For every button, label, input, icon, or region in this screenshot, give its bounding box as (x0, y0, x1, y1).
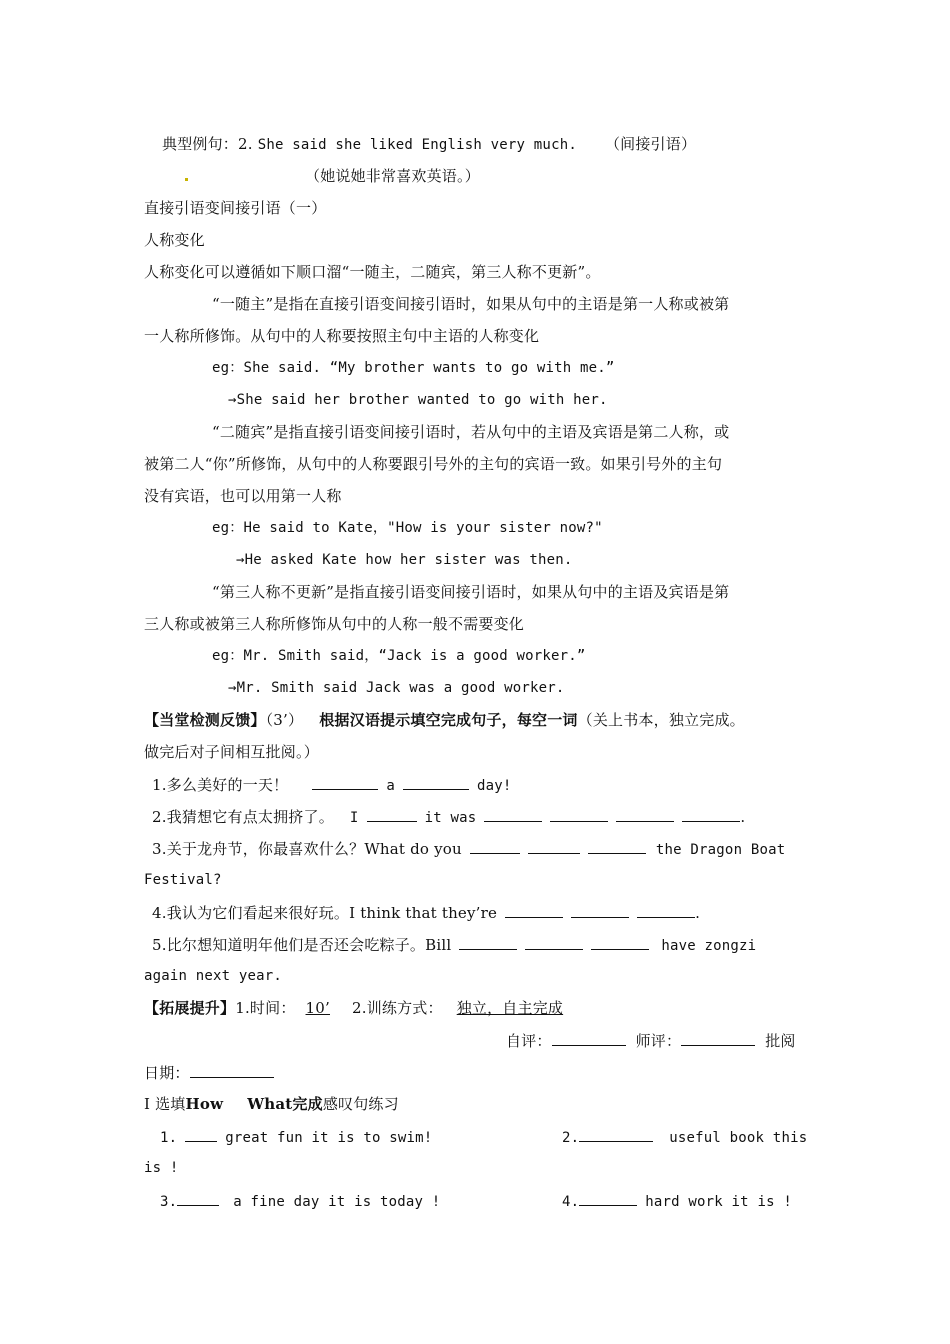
q2-word-i: I (349, 810, 359, 826)
q4-blank-3[interactable] (637, 902, 695, 918)
rule3-result: →Mr. Smith said Jack was a good worker. (228, 680, 565, 696)
q3-word-dragon: the Dragon Boat (655, 842, 786, 858)
exercise-title-b: 感叹句练习 (322, 1095, 399, 1113)
q3-continued: Festival? (144, 872, 222, 888)
check-question-4: 4.我认为它们看起来很好玩。I think that they’re . (152, 904, 701, 922)
e1-number: 1. (160, 1130, 178, 1146)
extend-time-value: 10’ (305, 999, 330, 1017)
example-sentence: She said she liked English very much. (257, 137, 577, 153)
q4-blank-1[interactable] (505, 902, 563, 918)
exercise-what: What (247, 1095, 293, 1113)
section-rule: 人称变化可以遵循如下顺口溜“一随主，二随宾，第三人称不更新”。 (144, 263, 601, 281)
extend-mode-value: 独立，自主完成 (456, 999, 564, 1017)
check-instruction: 根据汉语提示填空完成句子，每空一词 (319, 711, 578, 729)
exercise-item-2 (562, 1126, 807, 1148)
rule1-line1: “一随主”是指在直接引语变间接引语时，如果从句中的主语是第一人称或被第 (212, 295, 730, 313)
exercise-title-a: I 选填 (144, 1095, 186, 1113)
rule2-line2: 被第二人“你”所修饰，从句中的人称要跟引号外的主句的宾语一致。如果引号外的主句 (144, 455, 723, 473)
e2-number: 2. (562, 1130, 580, 1146)
e2-continued: is ! (144, 1160, 179, 1176)
extend-mode-label: 2.训练方式： (351, 999, 443, 1017)
exercise-how: How (185, 1095, 224, 1113)
teacher-eval-label: 师评： (635, 1032, 682, 1050)
q4-text: 4.我认为它们看起来很好玩。I think that they’re (152, 904, 498, 922)
rule1-line2: 一人称所修饰。从句中的人称要按照主句中主语的人称变化 (144, 327, 540, 345)
q5-blank-2[interactable] (525, 934, 583, 950)
q1-text: 1.多么美好的一天！ (152, 776, 289, 794)
q2-blank-5[interactable] (682, 806, 740, 822)
e3-blank[interactable] (177, 1190, 219, 1206)
q1-word-day: day! (476, 778, 512, 794)
q5-blank-3[interactable] (591, 934, 649, 950)
section-heading: 直接引语变间接引语（一） (144, 199, 327, 217)
rule2-example: eg：He said to Kate，"How is your sister now?" (212, 520, 603, 536)
rule3-line1: “第三人称不更新”是指直接引语变间接引语时，如果从句中的主语及宾语是第 (212, 583, 730, 601)
q5-continued: again next year. (144, 968, 283, 984)
date-label: 日期： (144, 1064, 190, 1082)
example-type: （间接引语） (604, 135, 697, 153)
e4-number: 4. (562, 1194, 580, 1210)
q2-blank-2[interactable] (484, 806, 542, 822)
check-question-5 (152, 934, 756, 956)
extend-header (144, 998, 577, 1018)
self-eval-blank[interactable] (552, 1030, 626, 1046)
q3-text: 3.关于龙舟节，你最喜欢什么？What do you (152, 840, 462, 858)
q1-blank-2[interactable] (403, 774, 469, 790)
exercise-item-3 (160, 1190, 440, 1212)
q5-word-zongzi: have zongzi (661, 938, 757, 954)
rule1-result: →She said her brother wanted to go with her. (228, 392, 608, 408)
check-time: （3’） (265, 711, 304, 729)
q4-blank-2[interactable] (571, 902, 629, 918)
check-title: 【当堂检测反馈】 (144, 711, 266, 729)
review-label: 批阅 (765, 1032, 796, 1050)
e4-text: hard work it is ! (645, 1194, 792, 1210)
rule1-example: eg：She said. “My brother wants to go with me.” (212, 360, 615, 376)
q1-word-a: a (386, 778, 395, 794)
e3-text: a fine day it is today ! (233, 1194, 441, 1210)
q3-blank-1[interactable] (470, 838, 520, 854)
q5-blank-1[interactable] (459, 934, 517, 950)
self-eval-label: 自评： (506, 1032, 552, 1050)
e3-number: 3. (160, 1194, 178, 1210)
e1-text: great fun it is to swim! (225, 1130, 433, 1146)
rule2-result: →He asked Kate how her sister was then. (236, 552, 573, 568)
example-line (162, 134, 696, 155)
check-question-2: 2.我猜想它有点太拥挤了。 I it was . (152, 808, 746, 826)
evaluation-line (506, 1030, 796, 1051)
section-subheading: 人称变化 (144, 231, 205, 249)
q2-blank-1[interactable] (367, 806, 417, 822)
q2-text: 2.我猜想它有点太拥挤了。 (152, 808, 334, 826)
e1-blank[interactable] (185, 1126, 217, 1142)
date-blank[interactable] (190, 1062, 274, 1078)
rule3-example: eg：Mr. Smith said，“Jack is a good worker.” (212, 648, 586, 664)
q2-blank-3[interactable] (550, 806, 608, 822)
e2-blank[interactable] (579, 1126, 653, 1142)
check-note: （关上书本，独立完成。 (577, 711, 745, 729)
example-label: 典型例句：2. (162, 135, 258, 153)
exercise-done: 完成 (292, 1095, 323, 1113)
rule2-line3: 没有宾语，也可以用第一人称 (144, 487, 342, 505)
check-header (144, 710, 745, 730)
decorative-dot (185, 178, 188, 181)
extend-time-label: 1.时间： (235, 999, 296, 1017)
q2-word-itwas: it was (424, 810, 477, 826)
exercise-item-4 (562, 1190, 792, 1212)
rule2-line1: “二随宾”是指直接引语变间接引语时，若从句中的主语及宾语是第二人称，或 (212, 423, 730, 441)
exercise-title (144, 1094, 399, 1114)
q2-blank-4[interactable] (616, 806, 674, 822)
check-question-3 (152, 838, 785, 860)
check-note2: 做完后对子间相互批阅。） (144, 743, 319, 761)
e4-blank[interactable] (579, 1190, 637, 1206)
q1-blank-1[interactable] (312, 774, 378, 790)
q5-text: 5.比尔想知道明年他们是否还会吃粽子。Bill (152, 936, 452, 954)
extend-title: 【拓展提升】 (144, 999, 236, 1017)
example-translation: （她说她非常喜欢英语。） (305, 167, 480, 185)
rule3-line2: 三人称或被第三人称所修饰从句中的人称一般不需要变化 (144, 615, 525, 633)
e2-text: useful book this (669, 1130, 808, 1146)
date-line (144, 1062, 274, 1083)
check-question-1 (152, 774, 511, 796)
exercise-item-1 (160, 1126, 432, 1148)
q3-blank-2[interactable] (528, 838, 580, 854)
q3-blank-3[interactable] (588, 838, 646, 854)
teacher-eval-blank[interactable] (681, 1030, 755, 1046)
